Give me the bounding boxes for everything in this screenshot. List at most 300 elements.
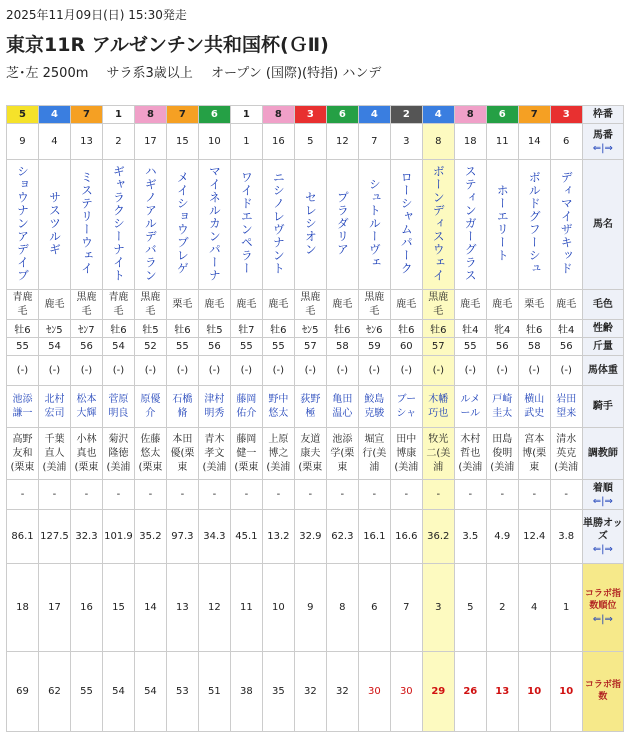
value-odds: 127.5 [40, 531, 69, 542]
value-finish: - [20, 489, 25, 500]
cell-coat [166, 290, 198, 320]
sort-arrows[interactable]: ⇐|⇒ [592, 544, 613, 555]
trainer-text[interactable]: 小林真也(栗東 [74, 433, 99, 473]
cell-jockey [70, 386, 102, 428]
cell-jockey [390, 386, 422, 428]
cell-odds [390, 510, 422, 564]
cell-finish [390, 480, 422, 510]
cell-collab-rank [422, 564, 454, 652]
value-body-weight: (-) [304, 365, 317, 376]
cell-sex-age [7, 320, 39, 338]
cell-jockey [550, 386, 582, 428]
value-coat: 鹿毛 [460, 298, 481, 310]
horse-name-link[interactable]: マイネルカンパーナ [207, 164, 222, 282]
value-finish: - [468, 489, 473, 500]
value-weight: 56 [80, 341, 93, 352]
sort-arrows[interactable]: ⇐|⇒ [592, 142, 613, 154]
value-collab-index: 38 [240, 686, 253, 697]
label-body-weight: 馬体重 [582, 356, 623, 386]
trainer-text[interactable]: 高野友和(栗東 [10, 433, 35, 473]
cell-collab-rank [102, 564, 134, 652]
label-weight: 斤量 [582, 338, 623, 356]
value-finish: - [436, 489, 441, 500]
waku-badge [422, 106, 454, 124]
cell-name [102, 160, 134, 290]
cell-trainer [358, 428, 390, 480]
horse-name-link[interactable]: ボーンディスウェイ [431, 164, 446, 282]
value-collab-rank: 16 [80, 602, 93, 613]
cell-sex-age [134, 320, 166, 338]
cell-jockey [358, 386, 390, 428]
cell-collab-index [7, 652, 39, 732]
race-datetime: 2025年11月09日(日) 15:30発走 [6, 8, 187, 22]
horse-name-link[interactable]: サスツルギ [47, 190, 62, 256]
horse-name-link[interactable]: ワイドエンペラー [239, 171, 254, 275]
cell-sex-age [422, 320, 454, 338]
trainer-text[interactable]: 上原博之(美浦 [266, 433, 291, 473]
value-body-weight: (-) [240, 365, 253, 376]
value-odds: 3.8 [558, 531, 575, 542]
cell-coat [422, 290, 454, 320]
value-waku: 8 [274, 109, 282, 120]
value-waku: 1 [242, 109, 250, 120]
value-sex-age: ｾﾝ6 [366, 325, 383, 336]
cell-coat [230, 290, 262, 320]
value-coat: 青鹿毛 [108, 291, 129, 317]
value-weight: 57 [431, 341, 445, 352]
jockey-link[interactable]: 木幡巧也 [428, 393, 449, 419]
value-collab-index: 54 [112, 686, 125, 697]
jockey-link[interactable]: 野中悠太 [268, 393, 289, 419]
value-sex-age: 牡6 [430, 325, 447, 336]
trainer-text[interactable]: 木村哲也(美浦 [458, 433, 483, 473]
value-sex-age: ｾﾝ7 [78, 325, 95, 336]
value-body-weight: (-) [560, 365, 572, 376]
value-sex-age: 牡4 [462, 325, 479, 336]
cell-weight [422, 338, 454, 356]
cell-odds [518, 510, 550, 564]
cell-jockey [518, 386, 550, 428]
waku-badge [230, 106, 262, 124]
value-collab-rank: 9 [307, 602, 314, 613]
value-coat: 栗毛 [524, 298, 545, 310]
cell-trainer [7, 428, 39, 480]
cell-trainer [230, 428, 262, 480]
cell-name [422, 160, 454, 290]
trainer-text[interactable]: 千葉直人(美浦 [42, 433, 67, 473]
value-coat: 鹿毛 [556, 298, 577, 310]
grade-info: オープン (国際)(特指) ハンデ [210, 66, 382, 81]
cell-sex-age [230, 320, 262, 338]
cell-coat [486, 290, 518, 320]
label-odds: 単勝オッズ ⇐|⇒ [582, 510, 623, 564]
value-weight: 55 [272, 341, 285, 352]
cell-name [198, 160, 230, 290]
value-waku: 3 [562, 109, 570, 120]
cell-umaban [326, 124, 358, 160]
horse-name-link[interactable]: シュトルーヴェ [367, 177, 382, 269]
trainer-text[interactable]: 本田優(栗東 [170, 433, 195, 473]
value-sex-age: 牡6 [398, 325, 415, 336]
cell-body-weight [518, 356, 550, 386]
value-finish: - [84, 489, 89, 500]
value-body-weight: (-) [48, 365, 61, 376]
value-weight: 59 [367, 341, 381, 352]
horse-name-link[interactable]: メイショウブレゲ [175, 171, 190, 275]
value-waku: 4 [370, 109, 378, 120]
cell-jockey [262, 386, 294, 428]
cell-trainer [38, 428, 70, 480]
value-body-weight: (-) [144, 365, 157, 376]
value-coat: 黒鹿毛 [140, 291, 161, 317]
waku-badge [454, 106, 486, 124]
cell-sex-age [390, 320, 422, 338]
cell-collab-rank [230, 564, 262, 652]
row-name [7, 160, 624, 290]
cell-odds [294, 510, 326, 564]
row-weight [7, 338, 624, 356]
cell-body-weight [390, 356, 422, 386]
value-odds: 32.3 [75, 531, 98, 542]
value-weight: 60 [399, 341, 413, 352]
cell-finish [550, 480, 582, 510]
value-waku: 6 [498, 109, 506, 120]
trainer-text[interactable]: 田島俊明(美浦 [490, 433, 515, 473]
value-weight: 52 [144, 341, 157, 352]
horse-name-link[interactable]: ローシャムパーク [399, 171, 414, 275]
jockey-link[interactable]: 松本大輝 [76, 393, 97, 419]
value-umaban: 13 [80, 136, 93, 147]
jockey-link[interactable]: 原優介 [140, 393, 161, 419]
value-collab-rank: 5 [467, 602, 474, 613]
trainer-text[interactable]: 田中博康(美浦 [394, 433, 419, 473]
trainer-text[interactable]: 菊沢隆徳(美浦 [106, 433, 131, 473]
value-finish: - [180, 489, 185, 500]
sort-arrows[interactable]: ⇐|⇒ [592, 495, 613, 507]
horse-name-link[interactable]: ボルドグフーシュ [527, 171, 542, 275]
jockey-link[interactable]: 戸崎圭太 [492, 393, 513, 419]
value-weight: 56 [208, 341, 221, 352]
cell-sex-age [486, 320, 518, 338]
course-info: 芝･左 2500m [6, 66, 89, 81]
jockey-link[interactable]: ブーシャ [396, 393, 417, 419]
cell-odds [326, 510, 358, 564]
horse-name-link[interactable]: プラダリア [335, 190, 350, 256]
value-coat: 青鹿毛 [12, 291, 33, 317]
trainer-text[interactable]: 清水英克(美浦 [554, 433, 579, 473]
value-umaban: 3 [403, 136, 410, 147]
cell-jockey [326, 386, 358, 428]
cell-weight [198, 338, 230, 356]
value-weight: 55 [240, 341, 253, 352]
cell-coat [262, 290, 294, 320]
cell-sex-age [102, 320, 134, 338]
cell-collab-rank [486, 564, 518, 652]
cell-finish [422, 480, 454, 510]
cell-odds [198, 510, 230, 564]
value-weight: 56 [559, 341, 573, 352]
cell-collab-index [102, 652, 134, 732]
value-collab-rank: 4 [531, 602, 538, 613]
entry-table [6, 105, 624, 732]
row-umaban [7, 124, 624, 160]
value-odds: 13.2 [267, 531, 290, 542]
cell-finish [230, 480, 262, 510]
jockey-link[interactable]: ルメール [460, 393, 481, 419]
trainer-text[interactable]: 宮本博(栗東 [522, 433, 547, 473]
value-collab-index: 35 [272, 686, 285, 697]
cell-collab-rank [390, 564, 422, 652]
waku-badge [198, 106, 230, 124]
value-collab-index: 51 [208, 686, 221, 697]
trainer-text[interactable]: 堀宣行(美浦 [362, 433, 387, 473]
value-odds: 101.9 [104, 531, 133, 542]
cell-sex-age [454, 320, 486, 338]
cell-weight [166, 338, 198, 356]
jockey-link[interactable]: 菅原明良 [108, 393, 129, 419]
value-sex-age: 牝4 [494, 325, 511, 336]
jockey-link[interactable]: 池添謙一 [12, 393, 33, 419]
jockey-link[interactable]: 岩田望来 [556, 393, 577, 419]
trainer-text[interactable]: 佐藤悠太(栗東 [138, 433, 163, 473]
cell-trainer [454, 428, 486, 480]
cell-name [486, 160, 518, 290]
jockey-link[interactable]: 亀田温心 [332, 393, 353, 419]
sort-arrows[interactable]: ⇐|⇒ [592, 613, 613, 625]
jockey-link[interactable]: 津村明秀 [204, 393, 225, 419]
cell-body-weight [326, 356, 358, 386]
value-collab-index: 10 [527, 686, 542, 697]
cell-coat [550, 290, 582, 320]
cell-collab-index [358, 652, 390, 732]
horse-name-link[interactable]: ミステリーウェイ [79, 171, 94, 275]
jockey-link[interactable]: 石橋脩 [172, 393, 193, 419]
cell-jockey [7, 386, 39, 428]
value-body-weight: (-) [208, 365, 221, 376]
value-coat: 鹿毛 [332, 298, 353, 310]
waku-badge [262, 106, 294, 124]
value-collab-index: 13 [495, 686, 510, 697]
value-waku: 6 [210, 109, 218, 120]
cell-coat [134, 290, 166, 320]
value-odds: 36.2 [427, 531, 450, 542]
value-collab-rank: 15 [112, 602, 125, 613]
cell-finish [518, 480, 550, 510]
waku-badge [38, 106, 70, 124]
cell-weight [230, 338, 262, 356]
value-body-weight: (-) [112, 365, 125, 376]
cell-jockey [294, 386, 326, 428]
value-collab-index: 10 [559, 686, 574, 697]
jockey-link[interactable]: 藤岡佑介 [236, 393, 257, 419]
value-sex-age: 牡7 [238, 325, 255, 336]
horse-name-link[interactable]: セレシオン [303, 190, 318, 256]
cell-body-weight [102, 356, 134, 386]
value-finish: - [404, 489, 409, 500]
value-sex-age: 牡6 [526, 325, 543, 336]
value-collab-rank: 12 [208, 602, 221, 613]
label-finish: 着順 ⇐|⇒ [582, 480, 623, 510]
waku-badge [550, 106, 582, 124]
cell-body-weight [550, 356, 582, 386]
waku-badge [7, 106, 39, 124]
value-coat: 鹿毛 [44, 298, 65, 310]
value-coat: 鹿毛 [204, 298, 225, 310]
row-collab-index [7, 652, 624, 732]
cell-trainer [262, 428, 294, 480]
value-body-weight: (-) [80, 365, 93, 376]
cell-body-weight [486, 356, 518, 386]
value-waku: 1 [114, 109, 122, 120]
cell-sex-age [518, 320, 550, 338]
waku-badge [70, 106, 102, 124]
cell-odds [7, 510, 39, 564]
label-waku: 枠番 [582, 106, 623, 124]
horse-name-link[interactable]: スティンガーグラス [463, 164, 478, 282]
cell-jockey [230, 386, 262, 428]
race-conditions [6, 62, 395, 81]
jockey-link[interactable]: 横山武史 [524, 393, 545, 419]
cell-odds [166, 510, 198, 564]
cell-collab-index [166, 652, 198, 732]
cell-umaban [454, 124, 486, 160]
cell-coat [358, 290, 390, 320]
cell-weight [550, 338, 582, 356]
cell-jockey [422, 386, 454, 428]
value-sex-age: 牡6 [174, 325, 191, 336]
value-finish: - [308, 489, 313, 500]
cell-umaban [486, 124, 518, 160]
value-odds: 45.1 [235, 531, 258, 542]
cell-trainer [134, 428, 166, 480]
cell-collab-index [454, 652, 486, 732]
value-collab-rank: 17 [48, 602, 61, 613]
horse-name-link[interactable]: ホーエリート [495, 184, 510, 262]
cell-umaban [198, 124, 230, 160]
cell-umaban [358, 124, 390, 160]
cell-name [358, 160, 390, 290]
value-umaban: 15 [176, 136, 189, 147]
cell-name [7, 160, 39, 290]
cell-collab-index [38, 652, 70, 732]
value-sex-age: ｾﾝ5 [302, 325, 319, 336]
value-weight: 58 [527, 341, 541, 352]
trainer-text[interactable]: 青木孝文(美浦 [202, 433, 227, 473]
trainer-text[interactable]: 友道康夫(栗東 [298, 433, 323, 473]
cell-jockey [102, 386, 134, 428]
horse-name-link[interactable]: ハギノアルデバラン [143, 164, 158, 282]
cell-finish [166, 480, 198, 510]
value-weight: 58 [335, 341, 349, 352]
cell-collab-rank [7, 564, 39, 652]
value-collab-index: 30 [399, 686, 413, 697]
cell-trainer [486, 428, 518, 480]
cell-name [550, 160, 582, 290]
cell-name [134, 160, 166, 290]
cell-name [518, 160, 550, 290]
value-collab-rank: 10 [272, 602, 285, 613]
cell-collab-rank [550, 564, 582, 652]
value-sex-age: 牡4 [558, 325, 575, 336]
value-finish: - [564, 489, 569, 500]
value-waku: 8 [146, 109, 154, 120]
cell-sex-age [166, 320, 198, 338]
waku-badge [358, 106, 390, 124]
jockey-link[interactable]: 北村宏司 [44, 393, 65, 419]
trainer-text[interactable]: 藤岡健一(栗東 [234, 433, 259, 473]
cell-trainer [166, 428, 198, 480]
cell-odds [422, 510, 454, 564]
horse-name-link[interactable]: ギャラクシーナイト [111, 164, 126, 282]
cell-trainer [390, 428, 422, 480]
label-jockey: 騎手 [582, 386, 623, 428]
cell-finish [102, 480, 134, 510]
jockey-link[interactable]: 荻野極 [300, 393, 321, 419]
horse-name-link[interactable]: ニシノレヴナント [271, 171, 286, 275]
trainer-text[interactable]: 池添学(栗東 [330, 433, 355, 473]
value-finish: - [212, 489, 217, 500]
cell-name [262, 160, 294, 290]
cell-weight [7, 338, 39, 356]
value-collab-rank: 7 [403, 602, 410, 613]
value-odds: 97.3 [171, 531, 194, 542]
horse-name-link[interactable]: ディマイザキッド [559, 171, 574, 275]
cell-umaban [134, 124, 166, 160]
cell-umaban [166, 124, 198, 160]
cell-name [390, 160, 422, 290]
row-odds [7, 510, 624, 564]
cell-sex-age [70, 320, 102, 338]
value-umaban: 9 [19, 136, 26, 147]
trainer-text[interactable]: 牧光二(美浦 [426, 433, 451, 473]
cell-name [230, 160, 262, 290]
value-finish: - [52, 489, 57, 500]
cell-body-weight [70, 356, 102, 386]
value-odds: 86.1 [11, 531, 34, 542]
row-finish [7, 480, 624, 510]
value-body-weight: (-) [464, 365, 476, 376]
value-waku: 3 [306, 109, 314, 120]
value-umaban: 10 [208, 136, 221, 147]
cell-finish [7, 480, 39, 510]
value-umaban: 16 [272, 136, 285, 147]
value-collab-index: 30 [367, 686, 381, 697]
jockey-link[interactable]: 鮫島克駿 [364, 393, 385, 419]
value-waku: 7 [82, 109, 90, 120]
cell-sex-age [294, 320, 326, 338]
value-odds: 35.2 [139, 531, 162, 542]
value-collab-index: 55 [80, 686, 93, 697]
value-odds: 3.5 [462, 531, 479, 542]
cell-finish [198, 480, 230, 510]
value-coat: 黒鹿毛 [364, 291, 385, 317]
value-umaban: 6 [563, 136, 570, 147]
value-finish: - [372, 489, 377, 500]
cell-collab-index [422, 652, 454, 732]
value-weight: 55 [176, 341, 189, 352]
value-waku: 4 [434, 109, 442, 120]
waku-badge [102, 106, 134, 124]
value-odds: 32.9 [299, 531, 322, 542]
cell-umaban [7, 124, 39, 160]
value-coat: 黒鹿毛 [76, 291, 97, 317]
value-odds: 12.4 [523, 531, 546, 542]
value-weight: 54 [112, 341, 125, 352]
horse-name-link[interactable]: ショウナンアデイブ [15, 164, 30, 282]
row-trainer [7, 428, 624, 480]
cell-name [326, 160, 358, 290]
waku-badge [294, 106, 326, 124]
